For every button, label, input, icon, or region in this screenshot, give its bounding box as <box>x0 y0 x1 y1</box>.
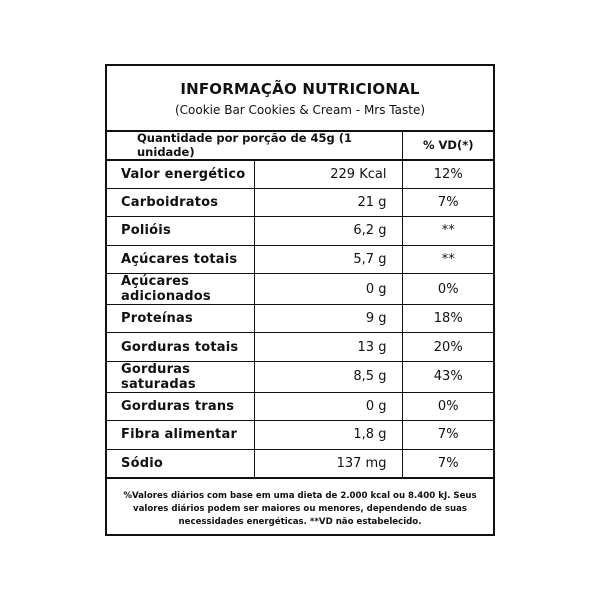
table-row <box>107 217 493 245</box>
nutrient-name: Açúcares adicionados <box>107 274 255 305</box>
table-row <box>107 333 493 361</box>
nutrient-name: Gorduras saturadas <box>107 361 255 392</box>
nutrient-vd: 43% <box>403 361 493 392</box>
nutrient-name: Sódio <box>107 449 255 477</box>
nutrient-name: Açúcares totais <box>107 245 255 273</box>
table-row <box>107 245 493 273</box>
nutrient-vd: 12% <box>403 160 493 188</box>
nutrient-name: Carboidratos <box>107 188 255 216</box>
nutrient-quantity: 21 g <box>255 188 403 216</box>
nutrient-vd: 0% <box>403 392 493 420</box>
nutrient-quantity: 8,5 g <box>255 361 403 392</box>
nutrient-vd: 0% <box>403 274 493 305</box>
nutrient-vd: 18% <box>403 305 493 333</box>
nutrient-name: Proteínas <box>107 305 255 333</box>
table-row <box>107 392 493 420</box>
nutrient-quantity: 137 mg <box>255 449 403 477</box>
nutrient-quantity: 0 g <box>255 274 403 305</box>
table-row <box>107 449 493 477</box>
table-row <box>107 160 493 188</box>
table-row <box>107 421 493 449</box>
nutrient-quantity: 13 g <box>255 333 403 361</box>
nutrient-vd: 7% <box>403 421 493 449</box>
nutrient-name: Gorduras trans <box>107 392 255 420</box>
table-row <box>107 305 493 333</box>
nutrient-quantity: 229 Kcal <box>255 160 403 188</box>
nutrient-quantity: 1,8 g <box>255 421 403 449</box>
nutrition-table <box>107 130 493 479</box>
vd-header: % VD(*) <box>403 130 493 160</box>
nutrition-facts-label <box>105 64 495 536</box>
table-row <box>107 188 493 216</box>
table-row <box>107 274 493 305</box>
nutrient-vd: 20% <box>403 333 493 361</box>
label-header <box>107 66 493 132</box>
footnote: %Valores diários com base em uma dieta de 2.000 kcal ou 8.400 kJ. Seus valores diários podem ser maiores ou menores, dependendo de suas necessidades energéticas. **VD não estabelecido. <box>123 491 477 527</box>
nutrient-vd: 7% <box>403 188 493 216</box>
product-name: (Cookie Bar Cookies & Cream - Mrs Taste) <box>174 103 426 117</box>
nutrient-name: Valor energético <box>107 160 255 188</box>
nutrient-vd: ** <box>403 217 493 245</box>
nutrient-vd: ** <box>403 245 493 273</box>
portion-label: Quantidade por porção de 45g (1 unidade) <box>107 130 403 160</box>
nutrient-quantity: 9 g <box>255 305 403 333</box>
table-header-row <box>107 130 493 160</box>
nutrient-quantity: 6,2 g <box>255 217 403 245</box>
nutrient-quantity: 0 g <box>255 392 403 420</box>
label-title: INFORMAÇÃO NUTRICIONAL <box>180 80 420 98</box>
nutrient-name: Fibra alimentar <box>107 421 255 449</box>
nutrient-quantity: 5,7 g <box>255 245 403 273</box>
nutrient-name: Polióis <box>107 217 255 245</box>
nutrient-vd: 7% <box>403 449 493 477</box>
nutrient-name: Gorduras totais <box>107 333 255 361</box>
table-row <box>107 361 493 392</box>
